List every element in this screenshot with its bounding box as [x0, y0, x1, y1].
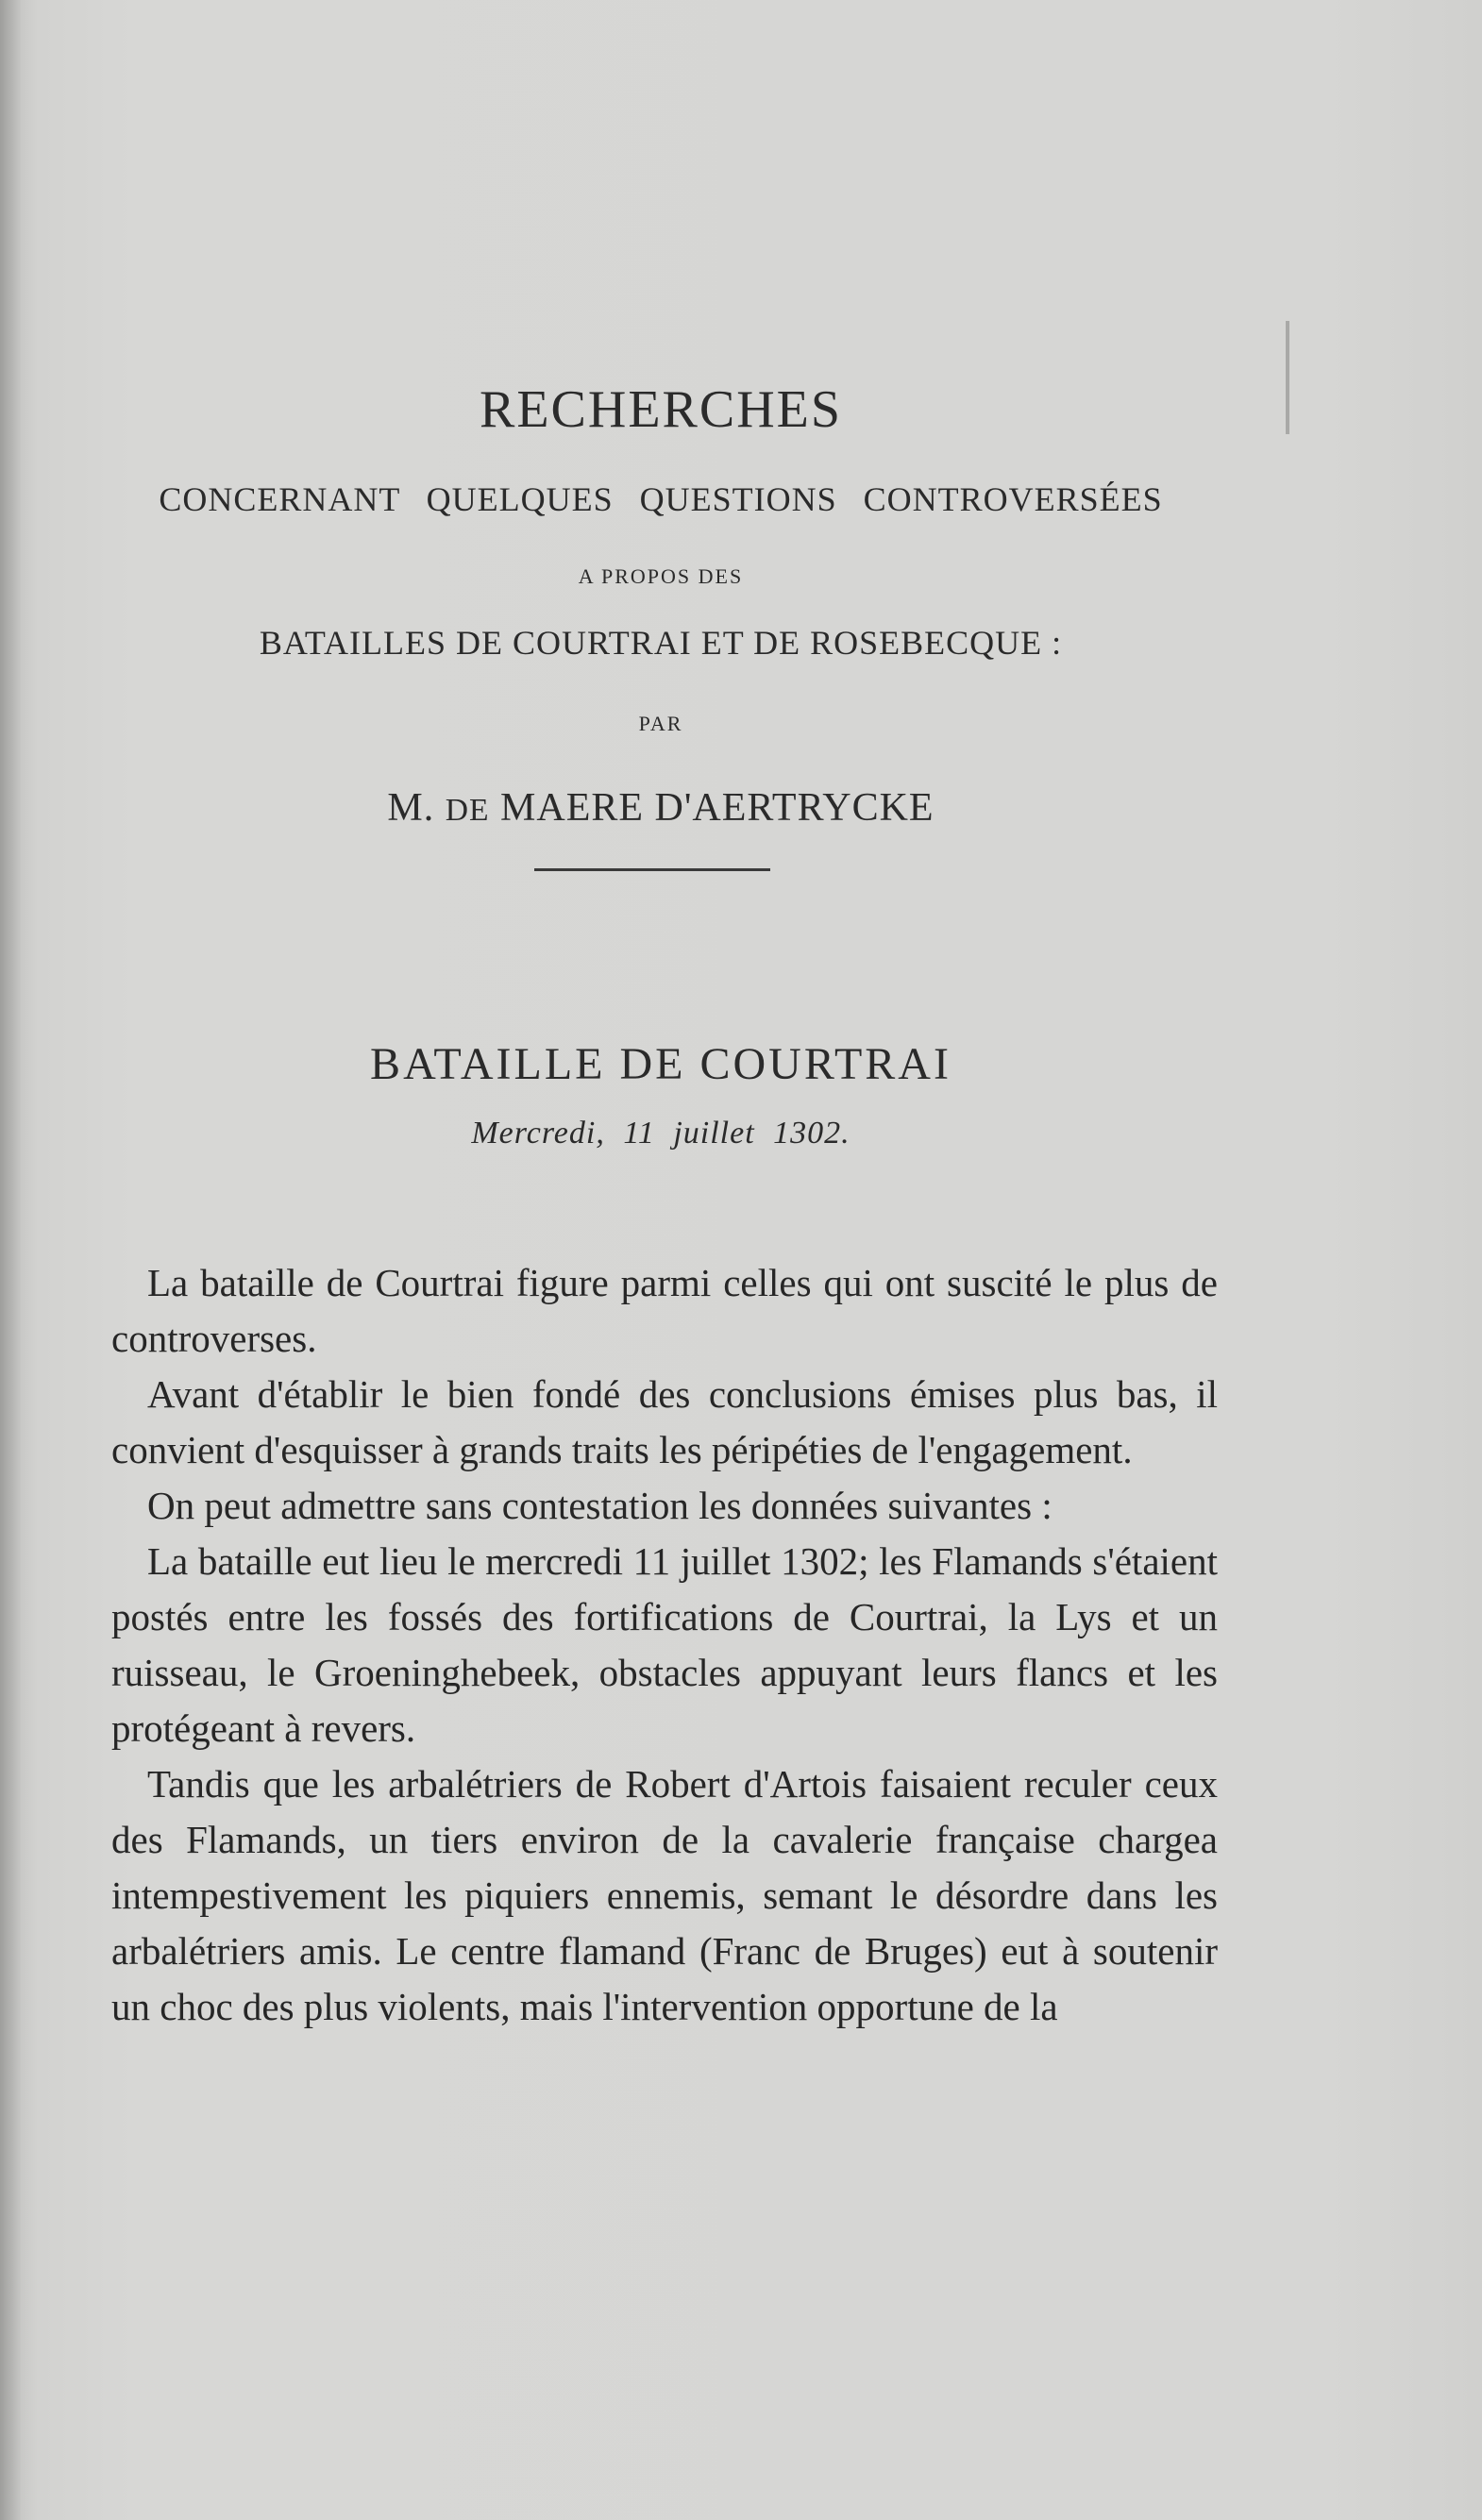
- page-subtitle: CONCERNANT QUELQUES QUESTIONS CONTROVERSÉES: [159, 480, 1163, 518]
- battles-line: BATAILLES DE COURTRAI ET DE ROSEBECQUE :: [259, 624, 1063, 662]
- par-line: PAR: [638, 712, 683, 735]
- paragraph: Tandis que les arbalétriers de Robert d'Artois faisaient reculer ceux des Flamands, un tiers environ de la cavalerie française chargea intempestivement les piquiers ennemis, semant le désordre dans les arbalétriers amis. Le centre flamand (Franc de Bruges) eut à soutenir un choc des plus violents, mais l'intervention opportune de la: [111, 1762, 1218, 2028]
- body-text: [111, 1255, 1218, 2035]
- section-date: Mercredi, 11 juillet 1302.: [471, 1116, 850, 1151]
- title-divider: [534, 868, 770, 871]
- paragraph: On peut admettre sans contestation les données suivantes :: [147, 1484, 1053, 1527]
- author-name: MAERE D'AERTRYCKE: [500, 786, 935, 830]
- page-binding-edge: [0, 0, 21, 2520]
- a-propos-line: A PROPOS DES: [578, 564, 744, 588]
- author-prefix: M.: [387, 786, 435, 830]
- page-title: RECHERCHES: [479, 380, 843, 439]
- paragraph: La bataille de Courtrai figure parmi celles qui ont suscité le plus de controverses.: [111, 1261, 1218, 1360]
- paragraph: Avant d'établir le bien fondé des conclusions émises plus bas, il convient d'esquisser à grands traits les péripéties de l'engagement.: [111, 1372, 1218, 1471]
- paragraph: La bataille eut lieu le mercredi 11 juillet 1302; les Flamands s'étaient postés entre les fossés des fortifications de Courtrai, la Lys et un ruisseau, le Groeninghebeek, obstacles appuyant leurs flancs et les protégeant à revers.: [111, 1539, 1218, 1750]
- author-particle: DE: [445, 793, 490, 828]
- author-line: [0, 785, 1322, 831]
- section-heading: BATAILLE DE COURTRAI: [370, 1039, 952, 1089]
